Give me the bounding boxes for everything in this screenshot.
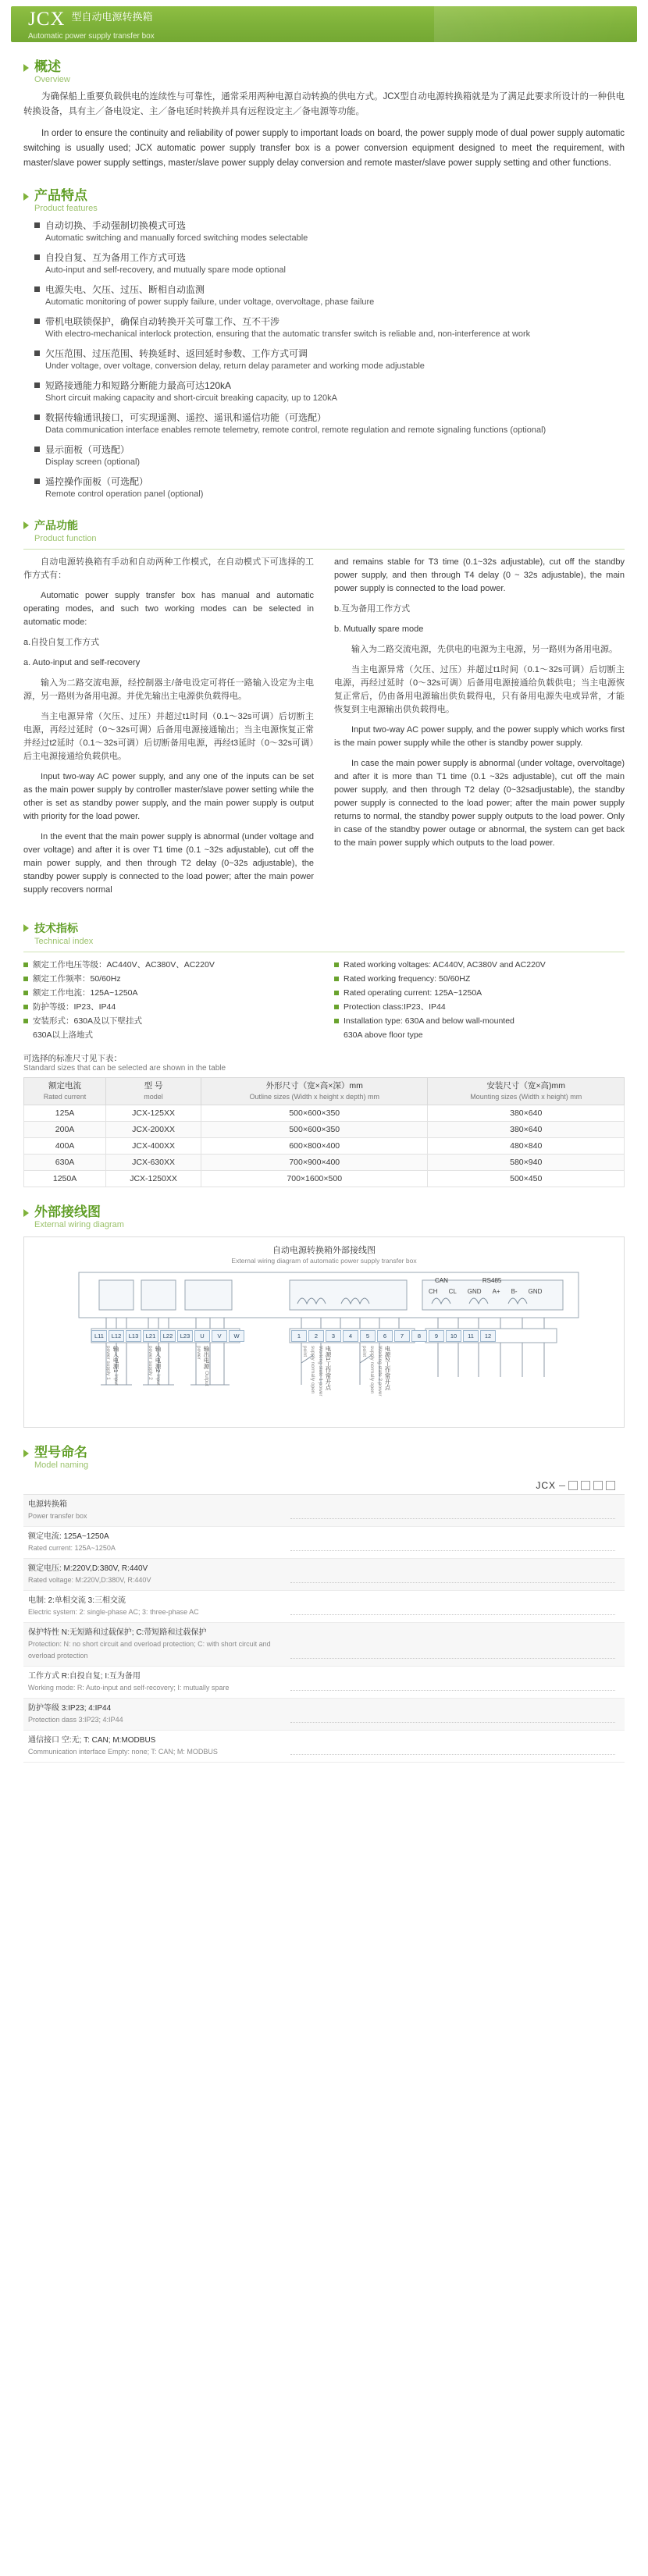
tech-label: 630A以上洛地式 <box>33 1030 94 1040</box>
cell-outline-size: 700×1600×500 <box>201 1171 428 1187</box>
function-paragraph: 当主电源异常（欠压、过压）并超过t1时间（0.1～32s可调）后切断主电源，再经过延时（0～32s可调）后备用电源接通输出；当主电源恢复正常并经过t2延时（0.1～32s可调）后切断备用电源，再经t3延时（0～32s可调）后主电源接通给负载供电。 <box>23 712 314 761</box>
function-paragraph: 输入为二路交流电源，经控制器主/备电设定可将任一路输入设定为主电源，另一路则为备用电源。并优先输出主电源供负载得电。 <box>23 678 314 701</box>
can-label: CAN <box>435 1277 448 1284</box>
label-cn: 输出电源 <box>203 1346 210 1369</box>
feature-label-cn: 电源失电、欠压、过压、断相自动监测 <box>45 284 205 295</box>
function-paragraph: 当主电源异常（欠压、过压）并超过t1时间（0.1～32s可调）后切断主电源，再经过延时（0～32s可调）后备用电源接通给负载供电；当主电源恢复正常后，仍由备用电源输出供负载得电，只有备用电源失电或异常，才能恢复到主电源输出供负载得电。 <box>334 665 625 714</box>
feature-label-en: Remote control operation panel (optional) <box>45 489 204 499</box>
function-paragraph: b.互为备用工作方式 <box>334 604 411 614</box>
terminal: L13 <box>126 1330 141 1342</box>
cell-outline-size: 500×600×350 <box>201 1105 428 1122</box>
square-bullet-icon <box>34 382 40 388</box>
table-row <box>24 1105 625 1122</box>
terminal: L21 <box>143 1330 158 1342</box>
terminal: U <box>194 1330 210 1342</box>
wiring-heading-en: External wiring diagram <box>34 1220 124 1229</box>
cell-rated-current: 400A <box>24 1138 106 1155</box>
table-row <box>23 1623 625 1667</box>
col-header-en: Mounting sizes (Width x height) mm <box>470 1093 582 1101</box>
section-wiring-diagram <box>23 1204 625 1428</box>
section-heading-technical-index <box>23 921 625 947</box>
terminal: 6 <box>377 1330 393 1342</box>
terminal-strip-power <box>91 1330 244 1342</box>
divider <box>23 549 625 550</box>
label-en: Working state 1 power supply normally open point <box>302 1346 323 1397</box>
list-item <box>334 1001 625 1013</box>
spec-note-cn: 可选择的标准尺寸见下表： <box>23 1054 122 1063</box>
table-column-header <box>24 1078 106 1105</box>
list-item <box>334 1029 625 1041</box>
function-paragraph: 自动电源转换箱有手动和自动两种工作模式，在自动模式下可选择的工作方式有： <box>23 557 314 580</box>
leader-line <box>290 1627 615 1659</box>
banner-model-suffix: 型 <box>71 10 82 23</box>
tech-heading-cn: 技术指标 <box>34 922 78 934</box>
leader-line <box>290 1595 615 1615</box>
square-bullet-icon <box>34 254 40 260</box>
diagram-label <box>194 1346 210 1400</box>
overview-paragraph-en: In order to ensure the continuity and reliability of power supply to important loads on board, the power supply mode of dual power supply automatic switching is usually used; JCX automatic power supply transfer box is a power conversion equipment designed to meet the requirement, with master/slave power supply settings, master/slave power supply delay conversion and remote master/slave power supply setting and other functions. <box>23 129 625 168</box>
section-heading-function <box>23 518 625 544</box>
model-naming-rows <box>23 1494 625 1763</box>
table-row <box>23 1667 625 1699</box>
table-row <box>23 1591 625 1623</box>
col-header-cn: 安装尺寸（宽×高)mm <box>486 1081 566 1091</box>
tech-label: 630A above floor type <box>344 1030 423 1040</box>
terminal: L12 <box>109 1330 124 1342</box>
square-bullet-icon <box>23 1005 28 1009</box>
spec-table-note <box>23 1052 625 1073</box>
terminal: 10 <box>446 1330 461 1342</box>
rs485-label: RS485 <box>482 1277 502 1284</box>
diagram-label <box>104 1346 119 1400</box>
leader-line <box>290 1499 615 1519</box>
section-heading-wiring <box>23 1204 625 1230</box>
features-heading-en: Product features <box>34 204 98 213</box>
rs485-pin: A+ <box>492 1288 500 1295</box>
col-header-en: Rated current <box>43 1093 87 1101</box>
cell-outline-size: 700×900×400 <box>201 1155 428 1171</box>
terminal: 11 <box>463 1330 479 1342</box>
section-heading-features <box>23 188 625 214</box>
model-row-label-en: Protection dass 3:IP23; 4:IP44 <box>28 1716 123 1724</box>
tech-label: Protection class:IP23、IP44 <box>344 1002 446 1012</box>
list-item <box>23 1029 314 1041</box>
section-heading-model-naming <box>23 1445 625 1471</box>
tech-label: 防护等级：IP23、IP44 <box>33 1002 116 1012</box>
overview-heading-cn: 概述 <box>34 59 61 74</box>
cell-rated-current: 200A <box>24 1122 106 1138</box>
square-bullet-icon <box>334 991 339 995</box>
feature-label-en: Display screen (optional) <box>45 457 141 467</box>
model-slot-box <box>581 1481 590 1490</box>
feature-label-cn: 遥控操作面板（可选配） <box>45 476 149 487</box>
label-en: Working state 2 power supply normally open point <box>361 1346 383 1397</box>
dash-separator <box>559 1485 565 1486</box>
feature-label-en: Data communication interface enables remote telemetry, remote control, remote regulation and remote signaling functions (optional) <box>45 425 547 435</box>
table-column-header <box>428 1078 625 1105</box>
function-paragraph: a.自投自复工作方式 <box>23 638 100 647</box>
function-two-column-text <box>23 556 625 904</box>
cell-model: JCX-200XX <box>106 1122 201 1138</box>
triangle-bullet-icon <box>23 1450 29 1457</box>
terminal: 7 <box>394 1330 410 1342</box>
leader-line <box>290 1563 615 1583</box>
table-header-row <box>24 1078 625 1105</box>
feature-label-cn: 带机电联锁保护，确保自动转换开关可靠工作、互不干涉 <box>45 316 280 327</box>
feature-label-cn: 自动切换、手动强制切换模式可选 <box>45 220 187 231</box>
terminal: 9 <box>429 1330 444 1342</box>
leader-line <box>290 1703 615 1723</box>
terminal: 1 <box>291 1330 307 1342</box>
page-header-banner <box>11 6 637 42</box>
list-item <box>23 987 314 999</box>
diagram-label <box>146 1346 162 1400</box>
function-paragraph: and remains stable for T3 time (0.1~32s adjustable), cut off the standby power supply, and then through T4 delay (0 ~ 32s adjustable), the main power supply is connected to the load power. <box>334 557 625 593</box>
table-column-header <box>106 1078 201 1105</box>
square-bullet-icon <box>34 447 40 452</box>
model-row-label-cn: 额定电流: 125A~1250A <box>28 1532 109 1541</box>
terminal: 12 <box>480 1330 496 1342</box>
model-row-label-en: Working mode: R: Auto-input and self-recovery; I: mutually spare <box>28 1684 230 1692</box>
function-paragraph: Input two-way AC power supply, and any one of the inputs can be set as the main power supply by controller master/slave power setting while the other is set as standby power supply, and the main power supply is output with priority for the load power. <box>23 772 314 821</box>
col-header-cn: 额定电流 <box>48 1081 82 1091</box>
cell-rated-current: 1250A <box>24 1171 106 1187</box>
label-en: Input power supply 2 <box>148 1346 161 1386</box>
square-bullet-icon <box>34 415 40 420</box>
table-row <box>24 1122 625 1138</box>
model-row-label-en: Protection: N: no short circuit and overload protection; C: with short circuit and overload protection <box>28 1640 271 1660</box>
label-cn: 电源1工作常开点 <box>325 1346 332 1390</box>
list-item <box>34 251 625 277</box>
function-paragraph: 输入为二路交流电源，先供电的电源为主电源，另一路则为备用电源。 <box>351 645 618 654</box>
list-item <box>34 283 625 309</box>
list-item <box>334 987 625 999</box>
model-row-label-cn: 电制: 2:单相交流 3:三相交流 <box>28 1596 126 1605</box>
section-overview <box>23 59 625 171</box>
section-technical-index <box>23 921 625 1187</box>
section-function <box>23 518 625 904</box>
terminal: 2 <box>308 1330 324 1342</box>
model-naming-box <box>23 1477 625 1763</box>
square-bullet-icon <box>23 977 28 981</box>
cell-mounting-size: 480×840 <box>428 1138 625 1155</box>
square-bullet-icon <box>334 977 339 981</box>
wiring-heading-cn: 外部接线图 <box>34 1204 101 1219</box>
table-row <box>23 1731 625 1763</box>
triangle-bullet-icon <box>23 521 29 529</box>
tech-heading-en: Technical index <box>34 937 94 946</box>
triangle-bullet-icon <box>23 924 29 932</box>
label-cn: 输入电源2 <box>155 1346 162 1373</box>
list-item <box>34 443 625 469</box>
diagram-label <box>360 1346 391 1400</box>
triangle-bullet-icon <box>23 64 29 72</box>
tech-label: 额定工作频率：50/60Hz <box>33 974 121 984</box>
table-row <box>24 1138 625 1155</box>
overview-paragraph-cn: 为确保船上重要负载供电的连续性与可靠性，通常采用两种电源自动转换的供电方式。JCX型自动电源转换箱就是为了满足此要求所设计的一种供电转换设备，具有主／备电设定、主／备电延时转换并具有远程设定主／备电源等功能。 <box>23 92 625 116</box>
table-column-header <box>201 1078 428 1105</box>
square-bullet-icon <box>34 318 40 324</box>
feature-label-en: Short circuit making capacity and short-circuit breaking capacity, up to 120kA <box>45 393 337 403</box>
wiring-diagram-box <box>23 1236 625 1428</box>
leader-line <box>290 1531 615 1551</box>
tech-label: 额定工作电压等级：AC440V、AC380V、AC220V <box>33 960 215 970</box>
overview-heading-en: Overview <box>34 75 70 84</box>
section-model-naming <box>23 1445 625 1763</box>
list-item <box>34 379 625 405</box>
table-row <box>23 1495 625 1527</box>
model-row-label-en: Rated voltage: M:220V,D:380V, R:440V <box>28 1576 151 1584</box>
product-datasheet-page <box>0 6 648 1778</box>
tech-label: 额定工作电流：125A~1250A <box>33 988 138 998</box>
table-row <box>23 1527 625 1559</box>
cell-rated-current: 630A <box>24 1155 106 1171</box>
square-bullet-icon <box>334 1005 339 1009</box>
leader-line <box>290 1735 615 1755</box>
can-pin: CL <box>448 1288 457 1295</box>
list-item <box>23 959 314 971</box>
square-bullet-icon <box>34 350 40 356</box>
square-bullet-icon <box>34 479 40 484</box>
model-row-label-cn: 工作方式 R:自投自复; I:互为备用 <box>28 1672 141 1681</box>
function-paragraph: b. Mutually spare mode <box>334 624 424 634</box>
square-bullet-icon <box>23 991 28 995</box>
model-row-label-en: Power transfer box <box>28 1512 87 1520</box>
list-item <box>334 1015 625 1027</box>
terminal: 4 <box>343 1330 358 1342</box>
section-heading-overview <box>23 59 625 85</box>
section-features <box>23 188 625 501</box>
can-pin: CH <box>429 1288 438 1295</box>
terminal: 8 <box>411 1330 427 1342</box>
diagram-label <box>301 1346 332 1400</box>
square-bullet-icon <box>23 1019 28 1023</box>
function-heading-cn: 产品功能 <box>34 519 78 532</box>
banner-title-en: Automatic power supply transfer box <box>28 31 155 41</box>
list-item <box>334 973 625 985</box>
model-slot-box <box>593 1481 603 1490</box>
function-paragraph: In the event that the main power supply is abnormal (under voltage and over voltage) and after it is over T1 time (0.1 ~32s adjustable), cut off the main power supply, and then through T2 delay (0~32s adjustable), the standby power supply is connected to the load power; after the main power supply recovers normal <box>23 832 314 895</box>
feature-label-cn: 数据传输通讯接口，可实现遥测、遥控、遥讯和遥信功能（可选配） <box>45 412 327 423</box>
label-cn: 电源2工作常开点 <box>384 1346 391 1390</box>
function-heading-en: Product function <box>34 534 97 543</box>
terminal: 5 <box>360 1330 376 1342</box>
can-pin: GND <box>467 1288 482 1295</box>
model-row-label-en: Electric system: 2: single-phase AC; 3: three-phase AC <box>28 1608 199 1616</box>
feature-label-en: Auto-input and self-recovery, and mutually spare mode optional <box>45 265 286 275</box>
feature-label-en: Automatic switching and manually forced switching modes selectable <box>45 233 308 243</box>
label-en: Output power <box>196 1346 209 1386</box>
feature-label-cn: 自投自复、互为备用工作方式可选 <box>45 252 187 263</box>
terminal: W <box>229 1330 244 1342</box>
rs485-pin: B- <box>511 1288 518 1295</box>
list-item <box>23 1001 314 1013</box>
function-column-left <box>23 556 314 904</box>
square-bullet-icon <box>334 962 339 967</box>
table-row <box>24 1155 625 1171</box>
tech-label: Rated working voltages: AC440V, AC380V and AC220V <box>344 960 546 970</box>
rs485-pin: GND <box>528 1288 543 1295</box>
leader-line <box>290 1670 615 1691</box>
features-heading-cn: 产品特点 <box>34 188 87 203</box>
cell-rated-current: 125A <box>24 1105 106 1122</box>
cell-outline-size: 600×800×400 <box>201 1138 428 1155</box>
tech-label: 安装形式：630A及以下壁挂式 <box>33 1016 143 1026</box>
col-header-cn: 型 号 <box>144 1081 163 1091</box>
terminal: L22 <box>160 1330 176 1342</box>
features-list <box>34 219 625 501</box>
cell-model: JCX-400XX <box>106 1138 201 1155</box>
specification-table <box>23 1077 625 1187</box>
model-slot-box <box>568 1481 578 1490</box>
function-paragraph: Automatic power supply transfer box has manual and automatic operating modes, and such two working modes can be selected in automatic mode: <box>23 591 314 627</box>
triangle-bullet-icon <box>23 193 29 201</box>
list-item <box>34 315 625 341</box>
terminal: L11 <box>91 1330 107 1342</box>
model-row-label-cn: 防护等级 3:IP23; 4:IP44 <box>28 1704 112 1713</box>
cell-mounting-size: 380×640 <box>428 1122 625 1138</box>
terminal-strip-signal <box>291 1330 496 1342</box>
terminal: 3 <box>326 1330 341 1342</box>
cell-model: JCX-1250XX <box>106 1171 201 1187</box>
model-row-label-en: Rated current: 125A~1250A <box>28 1544 116 1552</box>
diagram-title-cn: 自动电源转换箱外部接线图 <box>272 1246 376 1255</box>
feature-label-en: Automatic monitoring of power supply failure, under voltage, overvoltage, phase failure <box>45 297 375 307</box>
square-bullet-icon <box>334 1019 339 1023</box>
table-row <box>23 1559 625 1591</box>
model-row-label-en: Communication interface Empty: none; T: CAN; M: MODBUS <box>28 1748 218 1756</box>
feature-label-cn: 显示面板（可选配） <box>45 444 130 455</box>
square-bullet-icon <box>34 286 40 292</box>
tech-label: Installation type: 630A and below wall-mounted <box>344 1016 514 1026</box>
cell-mounting-size: 580×940 <box>428 1155 625 1171</box>
model-row-label-cn: 通信接口 空:无; T: CAN; M:MODBUS <box>28 1736 156 1745</box>
banner-model-code: JCX <box>28 8 66 30</box>
function-paragraph: a. Auto-input and self-recovery <box>23 658 141 667</box>
model-row-label-cn: 额定电压: M:220V,D:380V, R:440V <box>28 1564 148 1573</box>
list-item <box>34 347 625 373</box>
tech-index-grid <box>23 959 625 1041</box>
cell-mounting-size: 500×450 <box>428 1171 625 1187</box>
function-paragraph: Input two-way AC power supply, and the power supply which works first is the main power supply while the other is standby power supply. <box>334 725 625 748</box>
feature-label-en: Under voltage, over voltage, conversion delay, return delay parameter and working mode adjustable <box>45 361 425 371</box>
model-row-label-cn: 电源转换箱 <box>28 1500 67 1509</box>
list-item <box>23 1015 314 1027</box>
spec-note-en: Standard sizes that can be selected are shown in the table <box>23 1064 226 1073</box>
model-code-diagram <box>23 1477 625 1494</box>
banner-title-cn: 自动电源转换箱 <box>81 10 153 23</box>
label-en: Input power supply 1 <box>105 1346 119 1386</box>
cell-outline-size: 500×600×350 <box>201 1122 428 1138</box>
diagram-canvas <box>32 1268 616 1416</box>
col-header-en: Outline sizes (Width x height x depth) mm <box>249 1093 379 1101</box>
triangle-bullet-icon <box>23 1209 29 1217</box>
cell-mounting-size: 380×640 <box>428 1105 625 1122</box>
list-item <box>34 411 625 437</box>
table-row <box>24 1171 625 1187</box>
cell-model: JCX-125XX <box>106 1105 201 1122</box>
list-item <box>34 219 625 245</box>
tech-label: Rated operating current: 125A~1250A <box>344 988 482 998</box>
list-item <box>334 959 625 971</box>
function-column-right <box>334 556 625 904</box>
model-code: JCX <box>536 1480 556 1491</box>
square-bullet-icon <box>23 962 28 967</box>
feature-label-en: With electro-mechanical interlock protection, ensuring that the automatic transfer switch is reliable and, non-interference at work <box>45 329 531 339</box>
terminal: L23 <box>177 1330 193 1342</box>
list-item <box>34 475 625 501</box>
cell-model: JCX-630XX <box>106 1155 201 1171</box>
tech-label: Rated working frequency: 50/60HZ <box>344 974 471 984</box>
square-bullet-icon <box>34 222 40 228</box>
list-item <box>23 973 314 985</box>
table-row <box>23 1699 625 1731</box>
model-heading-en: Model naming <box>34 1461 89 1470</box>
function-paragraph: In case the main power supply is abnormal (under voltage, overvoltage) and after it is more than T1 time (0.1 ~32s adjustable), cut off the main power supply, and then through T2 delay (0~32sadjustable), the standby power supply is connected to the load power; after the main power supply returns to normal, the standby power supply outputs to the load power. Only in case of the standby power outage or abnormal, the system can get back to the main power supply which outputs to the load power. <box>334 759 625 848</box>
model-row-label-cn: 保护特性 N:无短路和过载保护; C:带短路和过载保护 <box>28 1628 207 1637</box>
col-header-cn: 外形尺寸（宽×高×深）mm <box>265 1081 363 1091</box>
col-header-en: model <box>144 1093 163 1101</box>
model-slot-box <box>606 1481 615 1490</box>
diagram-title <box>32 1244 616 1265</box>
feature-label-cn: 短路接通能力和短路分断能力最高可达120kA <box>45 380 232 391</box>
diagram-title-en: External wiring diagram of automatic power supply transfer box <box>231 1257 417 1265</box>
terminal: V <box>212 1330 227 1342</box>
feature-label-cn: 欠压范围、过压范围、转换延时、返回延时参数、工作方式可调 <box>45 348 308 359</box>
label-cn: 输入电源1 <box>112 1346 119 1373</box>
model-heading-cn: 型号命名 <box>34 1445 87 1460</box>
